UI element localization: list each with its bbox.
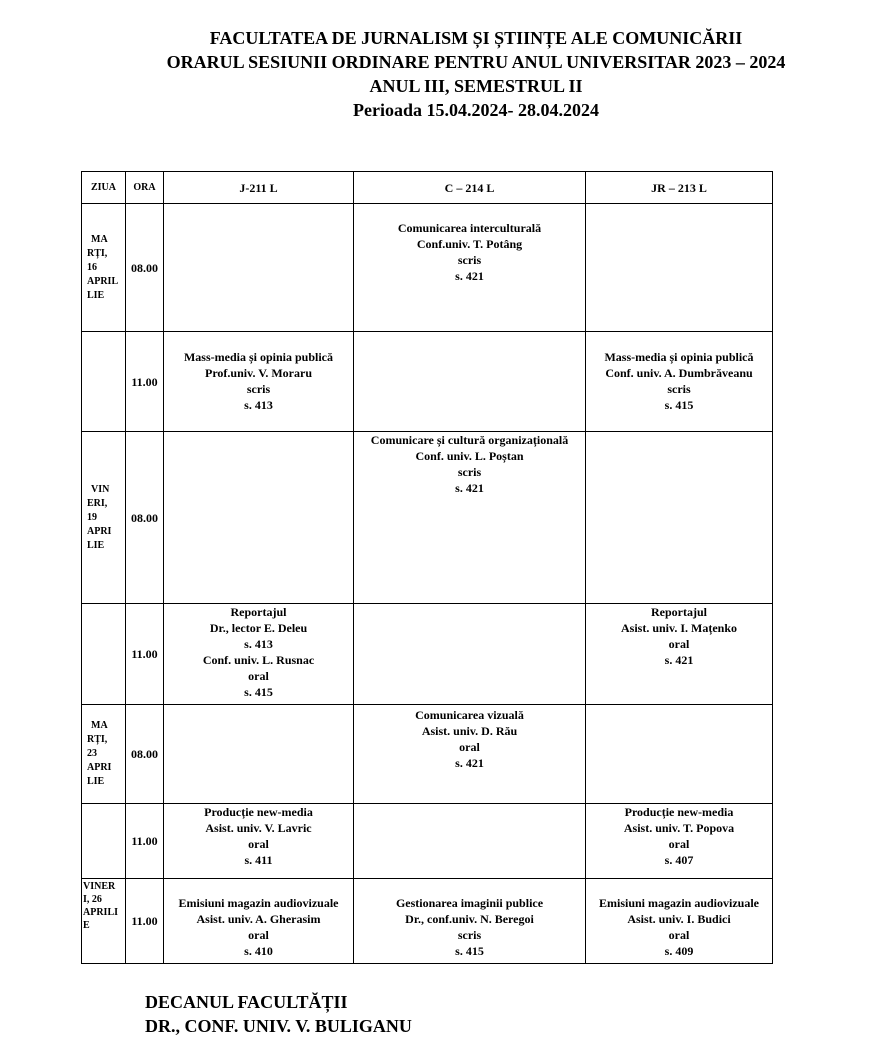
exam-cell: Emisiuni magazin audiovizuale Asist. univ. A. Gherasim oral s. 410 <box>164 879 354 964</box>
col-header-time: ORA <box>126 172 164 204</box>
col-header-group-3: JR – 213 L <box>586 172 773 204</box>
exam-cell: Comunicare și cultură organizațională Conf. univ. L. Poștan scris s. 421 <box>354 432 586 604</box>
schedule-title: ORARUL SESIUNII ORDINARE PENTRU ANUL UNIVERSITAR 2023 – 2024 <box>166 52 786 72</box>
col-header-group-1: J-211 L <box>164 172 354 204</box>
table-header-row <box>82 172 773 204</box>
exam-cell-empty <box>354 332 586 432</box>
day-cell <box>82 804 126 879</box>
time-cell: 08.00 <box>126 204 164 332</box>
signature-block <box>145 990 412 1038</box>
time-cell: 11.00 <box>126 604 164 705</box>
day-cell: VINER I, 26 APRILI E <box>82 879 126 964</box>
table-row <box>82 804 773 879</box>
exam-cell: Mass-media și opinia publică Prof.univ. V. Moraru scris s. 413 <box>164 332 354 432</box>
time-cell: 08.00 <box>126 432 164 604</box>
time-cell: 11.00 <box>126 804 164 879</box>
document-header <box>0 26 870 122</box>
year-semester: ANUL III, SEMESTRUL II <box>369 76 583 96</box>
exam-cell: Reportajul Asist. univ. I. Mațenko oral s. 421 <box>586 604 773 705</box>
exam-cell: Comunicarea vizuală Asist. univ. D. Rău oral s. 421 <box>354 705 586 804</box>
exam-cell-empty <box>164 432 354 604</box>
exam-cell: Comunicarea interculturală Conf.univ. T. Potâng scris s. 421 <box>354 204 586 332</box>
dean-name: DR., CONF. UNIV. V. BULIGANU <box>145 1016 412 1036</box>
day-cell <box>82 332 126 432</box>
exam-cell: Reportajul Dr., lector E. Deleu s. 413 Conf. univ. L. Rusnac oral s. 415 <box>164 604 354 705</box>
exam-cell: Producție new-media Asist. univ. V. Lavric oral s. 411 <box>164 804 354 879</box>
exam-cell: Gestionarea imaginii publice Dr., conf.univ. N. Beregoi scris s. 415 <box>354 879 586 964</box>
dean-title: DECANUL FACULTĂȚII <box>145 992 348 1012</box>
faculty-title: FACULTATEA DE JURNALISM ȘI ȘTIINȚE ALE COMUNICĂRII <box>209 28 743 48</box>
exam-cell-empty <box>164 204 354 332</box>
exam-cell-empty <box>164 705 354 804</box>
time-cell: 08.00 <box>126 705 164 804</box>
table-row <box>82 204 773 332</box>
day-cell: MA RȚI, 16 APRIL LIE <box>82 204 126 332</box>
exam-cell: Mass-media și opinia publică Conf. univ. A. Dumbrăveanu scris s. 415 <box>586 332 773 432</box>
time-cell: 11.00 <box>126 332 164 432</box>
table-row <box>82 705 773 804</box>
time-cell: 11.00 <box>126 879 164 964</box>
period: Perioada 15.04.2024- 28.04.2024 <box>353 100 599 120</box>
table-row <box>82 432 773 604</box>
table-row <box>82 604 773 705</box>
exam-cell-empty <box>586 705 773 804</box>
exam-cell: Emisiuni magazin audiovizuale Asist. univ. I. Budici oral s. 409 <box>586 879 773 964</box>
schedule-table <box>81 171 773 964</box>
day-cell <box>82 604 126 705</box>
table-row <box>82 332 773 432</box>
day-cell: VIN ERI, 19 APRI LIE <box>82 432 126 604</box>
exam-cell-empty <box>586 432 773 604</box>
table-row <box>82 879 773 964</box>
col-header-day: ZIUA <box>82 172 126 204</box>
exam-cell-empty <box>354 804 586 879</box>
exam-cell: Producție new-media Asist. univ. T. Popova oral s. 407 <box>586 804 773 879</box>
exam-cell-empty <box>354 604 586 705</box>
exam-cell-empty <box>586 204 773 332</box>
col-header-group-2: C – 214 L <box>354 172 586 204</box>
day-cell: MA RȚI, 23 APRI LIE <box>82 705 126 804</box>
